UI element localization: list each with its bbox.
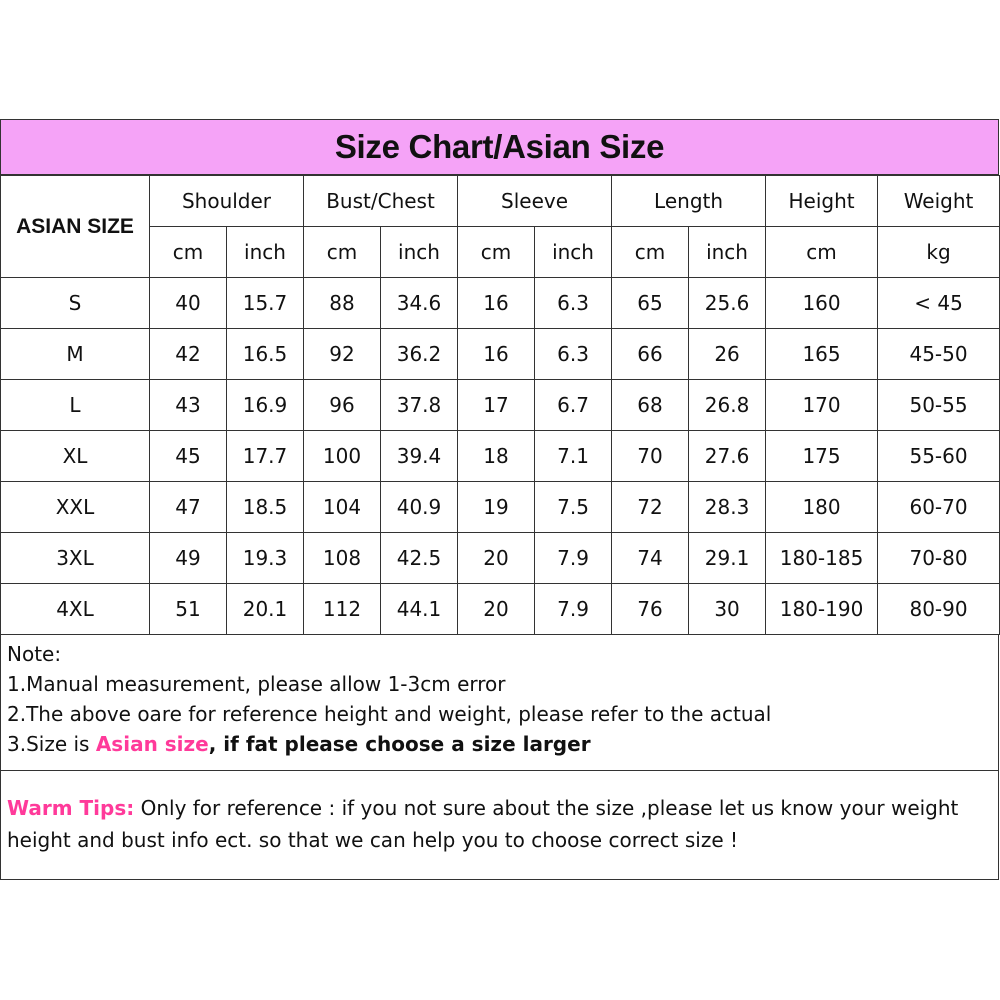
table-cell: 27.6 — [689, 431, 766, 482]
table-cell: 170 — [766, 380, 878, 431]
table-cell: 68 — [612, 380, 689, 431]
table-row — [1, 329, 1000, 380]
warm-tips-label: Warm Tips: — [7, 796, 135, 820]
table-cell: 165 — [766, 329, 878, 380]
unit-cell: cm — [612, 227, 689, 278]
table-cell: 6.3 — [535, 278, 612, 329]
table-cell: 180-190 — [766, 584, 878, 635]
warm-tips-text: Only for reference : if you not sure about the size ,please let us know your weight height and bust info ect. so that we can help you to choose correct size ! — [7, 796, 959, 852]
note-line-2: 2.The above oare for reference height and weight, please refer to the actual — [7, 702, 772, 726]
table-cell: 7.9 — [535, 533, 612, 584]
header-row-groups — [1, 176, 1000, 227]
size-label: M — [1, 329, 150, 380]
table-cell: 96 — [304, 380, 381, 431]
size-chart — [0, 119, 999, 880]
table-cell: 18 — [458, 431, 535, 482]
table-cell: 80-90 — [878, 584, 1000, 635]
table-cell: 92 — [304, 329, 381, 380]
table-cell: 70-80 — [878, 533, 1000, 584]
table-cell: 6.7 — [535, 380, 612, 431]
warm-tips-section — [0, 771, 999, 880]
table-cell: 112 — [304, 584, 381, 635]
header-height: Height — [766, 176, 878, 227]
header-bust-chest: Bust/Chest — [304, 176, 458, 227]
table-cell: 36.2 — [381, 329, 458, 380]
table-cell: < 45 — [878, 278, 1000, 329]
header-length: Length — [612, 176, 766, 227]
table-cell: 20.1 — [227, 584, 304, 635]
table-cell: 18.5 — [227, 482, 304, 533]
table-cell: 20 — [458, 533, 535, 584]
table-cell: 180-185 — [766, 533, 878, 584]
table-cell: 39.4 — [381, 431, 458, 482]
size-label: XL — [1, 431, 150, 482]
table-cell: 70 — [612, 431, 689, 482]
size-label: L — [1, 380, 150, 431]
table-row — [1, 533, 1000, 584]
table-cell: 16.5 — [227, 329, 304, 380]
table-row — [1, 380, 1000, 431]
table-cell: 17.7 — [227, 431, 304, 482]
unit-cell: inch — [689, 227, 766, 278]
table-cell: 50-55 — [878, 380, 1000, 431]
table-cell: 44.1 — [381, 584, 458, 635]
unit-cell: cm — [458, 227, 535, 278]
unit-cell: inch — [535, 227, 612, 278]
table-cell: 108 — [304, 533, 381, 584]
unit-cell: kg — [878, 227, 1000, 278]
table-cell: 74 — [612, 533, 689, 584]
header-sleeve: Sleeve — [458, 176, 612, 227]
table-cell: 19.3 — [227, 533, 304, 584]
table-cell: 26.8 — [689, 380, 766, 431]
header-shoulder: Shoulder — [150, 176, 304, 227]
table-cell: 34.6 — [381, 278, 458, 329]
size-label: 3XL — [1, 533, 150, 584]
header-weight: Weight — [878, 176, 1000, 227]
table-cell: 72 — [612, 482, 689, 533]
table-cell: 88 — [304, 278, 381, 329]
table-cell: 7.9 — [535, 584, 612, 635]
table-cell: 25.6 — [689, 278, 766, 329]
table-cell: 29.1 — [689, 533, 766, 584]
table-cell: 40.9 — [381, 482, 458, 533]
asian-size-header: ASIAN SIZE — [1, 176, 150, 278]
table-cell: 49 — [150, 533, 227, 584]
unit-cell: cm — [304, 227, 381, 278]
table-cell: 51 — [150, 584, 227, 635]
table-cell: 42.5 — [381, 533, 458, 584]
table-cell: 160 — [766, 278, 878, 329]
table-cell: 40 — [150, 278, 227, 329]
size-label: S — [1, 278, 150, 329]
table-cell: 26 — [689, 329, 766, 380]
note-line-3-prefix: 3.Size is — [7, 732, 96, 756]
note-line-1: 1.Manual measurement, please allow 1-3cm error — [7, 672, 506, 696]
table-cell: 6.3 — [535, 329, 612, 380]
table-cell: 19 — [458, 482, 535, 533]
table-cell: 180 — [766, 482, 878, 533]
unit-cell: cm — [766, 227, 878, 278]
table-cell: 16.9 — [227, 380, 304, 431]
table-cell: 20 — [458, 584, 535, 635]
unit-cell: inch — [381, 227, 458, 278]
table-cell: 15.7 — [227, 278, 304, 329]
table-cell: 175 — [766, 431, 878, 482]
notes-heading: Note: — [7, 642, 62, 666]
table-row — [1, 278, 1000, 329]
table-cell: 45-50 — [878, 329, 1000, 380]
note-line-3 — [7, 729, 992, 759]
table-cell: 104 — [304, 482, 381, 533]
unit-cell: cm — [150, 227, 227, 278]
table-cell: 47 — [150, 482, 227, 533]
size-table — [0, 175, 1000, 635]
table-cell: 7.5 — [535, 482, 612, 533]
title-bar — [0, 119, 999, 175]
table-cell: 55-60 — [878, 431, 1000, 482]
table-row — [1, 431, 1000, 482]
table-row — [1, 584, 1000, 635]
table-row — [1, 482, 1000, 533]
size-label: XXL — [1, 482, 150, 533]
table-cell: 45 — [150, 431, 227, 482]
table-cell: 65 — [612, 278, 689, 329]
table-cell: 43 — [150, 380, 227, 431]
table-cell: 42 — [150, 329, 227, 380]
unit-cell: inch — [227, 227, 304, 278]
size-label: 4XL — [1, 584, 150, 635]
table-cell: 66 — [612, 329, 689, 380]
table-cell: 16 — [458, 278, 535, 329]
table-cell: 28.3 — [689, 482, 766, 533]
table-cell: 37.8 — [381, 380, 458, 431]
table-cell: 17 — [458, 380, 535, 431]
table-cell: 30 — [689, 584, 766, 635]
table-cell: 76 — [612, 584, 689, 635]
table-cell: 7.1 — [535, 431, 612, 482]
header-row-units — [1, 227, 1000, 278]
note-line-3-bold: , if fat please choose a size larger — [208, 732, 591, 756]
note-asian-size-highlight: Asian size — [95, 732, 209, 756]
table-cell: 100 — [304, 431, 381, 482]
notes-section — [0, 635, 999, 771]
chart-title: Size Chart/Asian Size — [334, 128, 665, 165]
table-cell: 16 — [458, 329, 535, 380]
table-cell: 60-70 — [878, 482, 1000, 533]
